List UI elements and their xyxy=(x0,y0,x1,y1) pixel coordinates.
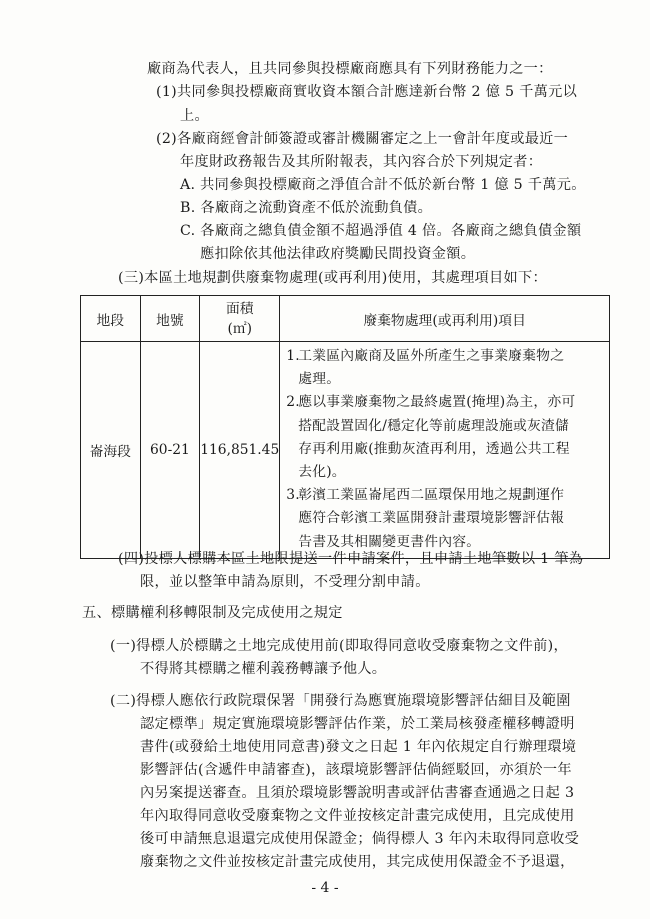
sub-1-text: (一)得標人於標購之土地完成使用前(即取得同意收受廢棄物之文件前)， xyxy=(110,638,568,654)
table-row xyxy=(81,342,610,559)
section-3-heading: (三)本區土地規劃供廢棄物處理(或再利用)使用，其處理項目如下： xyxy=(118,270,547,286)
list-item: 3. 彰濱工業區崙尾西二區環保用地之規劃運作 應符合彰濱工業區開發計畫環境影響評估報 告書及其相關變更書件內容。 xyxy=(286,487,565,550)
text-line: (2)各廠商經會計師簽證或審計機關審定之上一會計年度或最近一 xyxy=(156,131,569,147)
text-line: B. 各廠商之流動資產不低於流動負債。 xyxy=(180,200,433,216)
sub-1-text: 不得將其標購之權利義務轉讓予他人。 xyxy=(140,661,387,677)
sub-2-text: 後可申請無息退還完成使用保證金；倘得標人 3 年內未取得同意收受 xyxy=(140,831,580,847)
header-lot: 地號 xyxy=(140,296,200,342)
text-line: 上。 xyxy=(180,108,209,124)
list-item: 1. 工業區內廠商及區外所產生之事業廢棄物之 處理。 xyxy=(286,348,565,388)
text-line: 應扣除依其他法律政府獎勵民間投資金額。 xyxy=(200,246,476,262)
sub-2-text: 影響評估(含遞件申請審查)，該環境影響評估倘經駁回，亦須於一年 xyxy=(140,762,572,778)
page-number: - 4 - xyxy=(311,880,339,896)
text-line: (1)共同參與投標廠商實收資本額合計應達新台幣 2 億 5 千萬元以 xyxy=(156,84,578,100)
land-table xyxy=(80,295,610,559)
header-area-unit: (㎡) xyxy=(227,320,253,337)
text-line: 年度財政務報告及其所附報表，其內容合於下列規定者： xyxy=(180,154,543,170)
text-line: 廠商為代表人，且共同參與投標廠商應具有下列財務能力之一： xyxy=(147,61,553,77)
header-area-label: 面積 xyxy=(225,300,254,317)
text-line: A. 共同參與投標廠商之淨值合計不低於新台幣 1 億 5 千萬元。 xyxy=(180,177,586,193)
header-items: 廢棄物處理(或再利用)項目 xyxy=(280,296,610,342)
cell-items xyxy=(280,342,610,559)
sub-2-text: 書件(或發給土地使用同意書)發文之日起 1 年內依規定自行辦理環境 xyxy=(140,739,577,755)
sub-2-text: 內另案提送審查。且須於環境影響說明書或評估書審查通過之日起 3 xyxy=(140,785,575,801)
text-line: C. 各廠商之總負債金額不超過淨值 4 倍。各廠商之總負債金額 xyxy=(180,223,582,239)
sub-2-text: 年內取得同意收受廢棄物之文件並按核定計畫完成使用，且完成使用 xyxy=(140,808,575,824)
list-item: 2. 應以事業廢棄物之最終處置(掩埋)為主，亦可 搭配設置固化/穩定化等前處理設施或灰渣儲 存再利用廠(推動灰渣再利用，透過公共工程 去化)。 xyxy=(286,394,576,481)
sub-2-text: (二)得標人應依行政院環保署「開發行為應實施環境影響評估細目及範圍 xyxy=(110,693,571,709)
sub-2-text: 廢棄物之文件並按核定計畫完成使用，其完成使用保證金不予退還， xyxy=(140,854,575,870)
cell-section: 崙海段 xyxy=(81,342,141,559)
table-header-row xyxy=(81,296,610,342)
heading-5: 五、標購權利移轉限制及完成使用之規定 xyxy=(82,605,343,621)
cell-lot: 60-21 xyxy=(140,342,200,559)
header-area xyxy=(200,296,280,342)
cell-area: 116,851.45 xyxy=(200,342,280,559)
section-4-text: (四)投標人標購本區土地限提送一件申請案件，且申請土地筆數以 1 筆為 xyxy=(118,551,584,567)
section-4-text: 限，並以整筆申請為原則，不受理分割申請。 xyxy=(140,574,430,590)
sub-2-text: 認定標準」規定實施環境影響評估作業，於工業局核發產權移轉證明 xyxy=(140,716,575,732)
header-section: 地段 xyxy=(81,296,141,342)
